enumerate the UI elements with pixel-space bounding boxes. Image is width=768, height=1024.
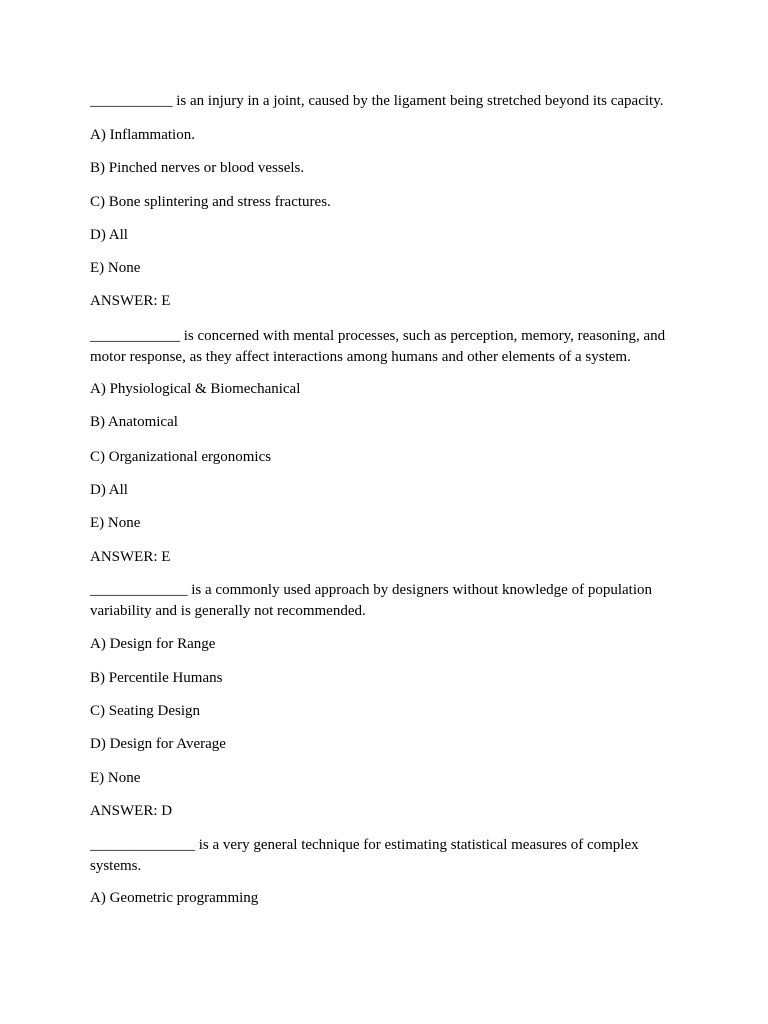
question-2-option-b: B) Anatomical [90, 414, 178, 430]
question-2-answer: ANSWER: E [90, 549, 171, 565]
question-2-option-c: C) Organizational ergonomics [90, 449, 272, 465]
question-3-option-d: D) Design for Average [90, 736, 226, 752]
question-3-option-b: B) Percentile Humans [90, 670, 223, 686]
question-3-option-a: A) Design for Range [90, 636, 216, 652]
question-4-option-a: A) Geometric programming [90, 890, 259, 906]
question-2-option-d: D) All [90, 482, 128, 498]
question-2-option-e: E) None [90, 515, 141, 531]
question-1-option-c: C) Bone splintering and stress fractures. [90, 194, 331, 210]
question-1-option-e: E) None [90, 260, 141, 276]
question-1-option-a: A) Inflammation. [90, 127, 195, 143]
question-3-stem: _____________ is a commonly used approach by designers without knowledge of population variability and is generally not recommended. [90, 582, 652, 619]
question-3-answer: ANSWER: D [90, 803, 173, 819]
question-1-option-d: D) All [90, 227, 128, 243]
question-1-stem: ___________ is an injury in a joint, caused by the ligament being stretched beyond its capacity. [90, 93, 664, 109]
question-2-option-a: A) Physiological & Biomechanical [90, 381, 301, 397]
question-4-stem: ______________ is a very general technique for estimating statistical measures of complex systems. [90, 837, 639, 874]
question-3-option-e: E) None [90, 770, 141, 786]
question-1-answer: ANSWER: E [90, 293, 171, 309]
question-3-option-c: C) Seating Design [90, 703, 200, 719]
question-1-option-b: B) Pinched nerves or blood vessels. [90, 160, 305, 176]
question-2-stem: ____________ is concerned with mental processes, such as perception, memory, reasoning, and motor response, as they affect interactions among humans and other elements of a system. [90, 328, 666, 365]
